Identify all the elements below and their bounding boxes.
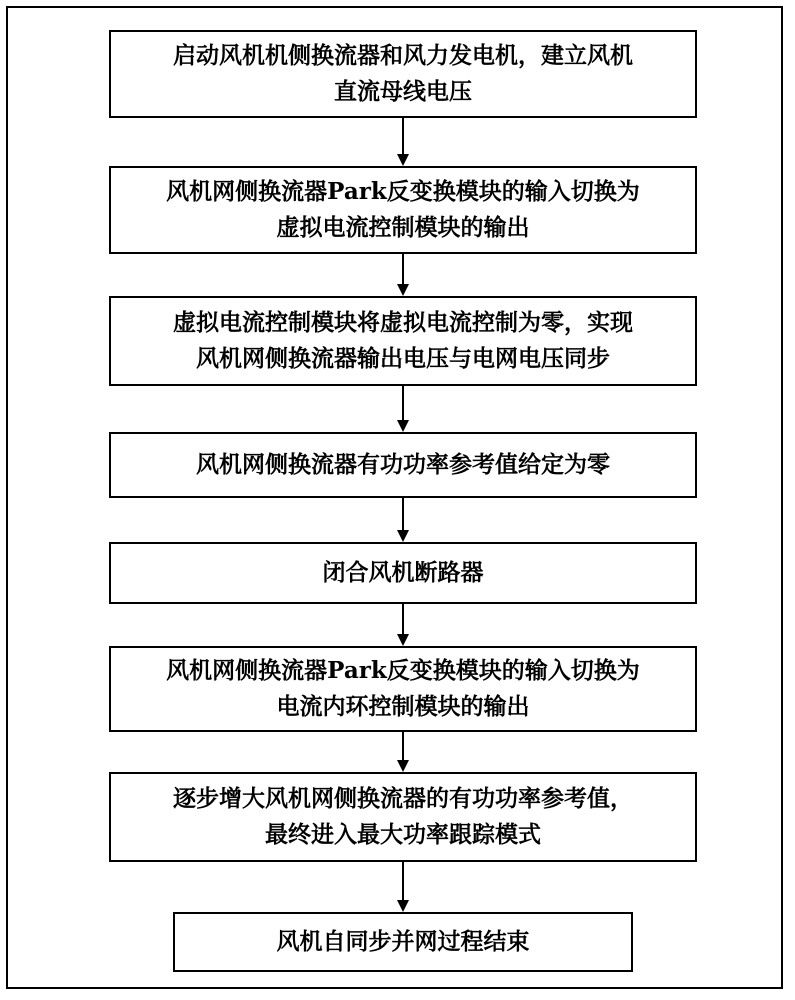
arrow-3-4 (397, 386, 409, 432)
arrow-4-5 (397, 498, 409, 542)
step-4-text: 风机网侧换流器有功功率参考值给定为零 (196, 451, 610, 478)
arrow-1-2 (397, 118, 409, 166)
arrow-5-6 (397, 604, 409, 646)
arrow-6-7 (397, 732, 409, 772)
step-6-text: 风机网侧换流器Park反变换模块的输入切换为 电流内环控制模块的输出 (166, 657, 640, 720)
step-5-text: 闭合风机断路器 (322, 559, 484, 586)
step-2-text: 风机网侧换流器Park反变换模块的输入切换为 虚拟电流控制模块的输出 (166, 178, 640, 241)
arrow-7-8 (397, 862, 409, 912)
step-8-text: 风机自同步并网过程结束 (276, 928, 530, 955)
step-1-text: 启动风机机侧换流器和风力发电机，建立风机 直流母线电压 (173, 42, 633, 105)
step-3-text: 虚拟电流控制模块将虚拟电流控制为零，实现 风机网侧换流器输出电压与电网电压同步 (173, 309, 633, 372)
step-7-text: 逐步增大风机网侧换流器的有功功率参考值， 最终进入最大功率跟踪模式 (173, 785, 633, 848)
arrow-2-3 (397, 254, 409, 296)
